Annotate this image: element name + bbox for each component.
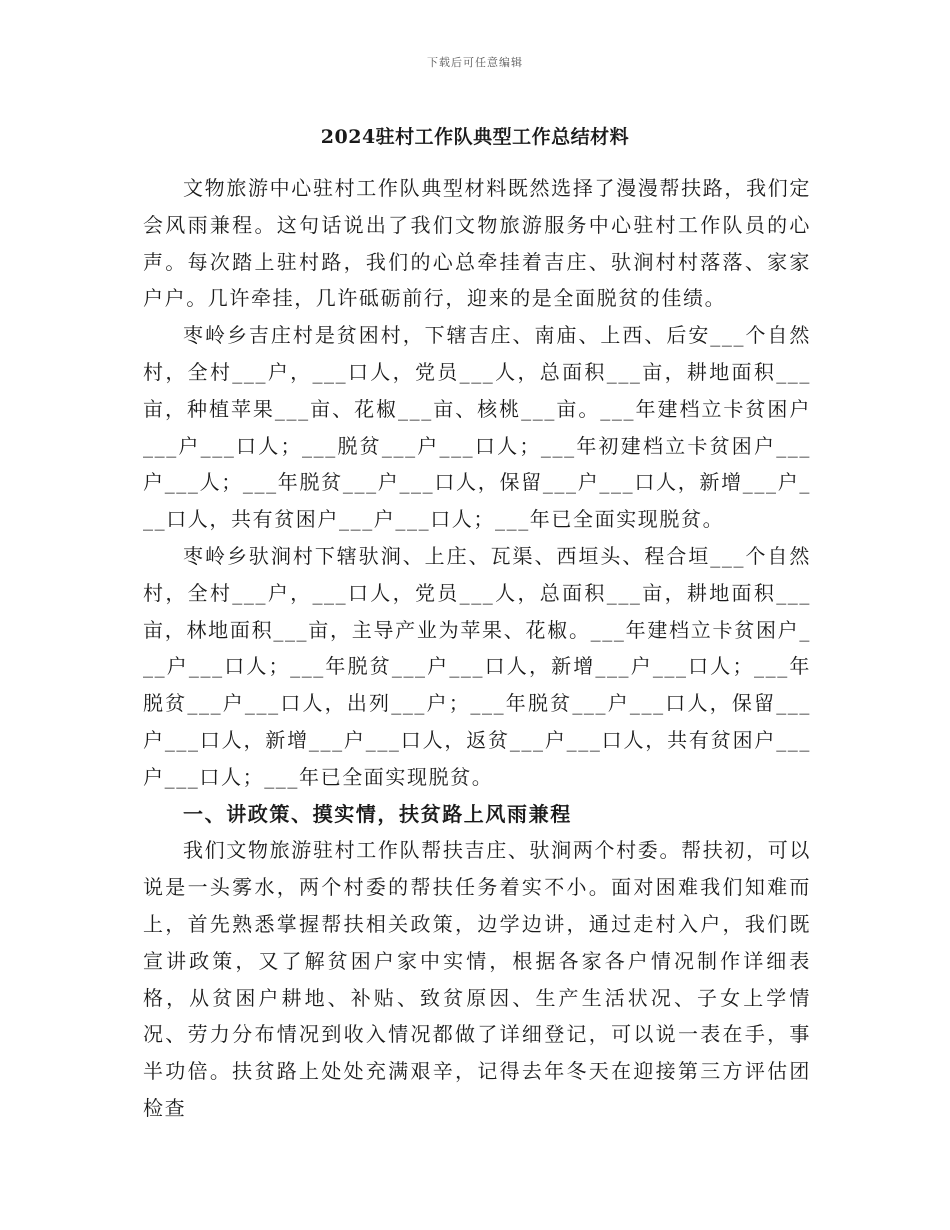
paragraph-jizhuang-village: 枣岭乡吉庄村是贫困村，下辖吉庄、南庙、上西、后安___个自然村，全村___户，___口人，党员___人，总面积___亩，耕地面积___亩，种植苹果___亩、花椒___亩、核桃___亩。___年建档立卡贫困户___户___口人；___脱贫___户___口人；___年初建档立卡贫困户___户___人；___年脱贫___户___口人，保留___户___口人，新增___户___口人，共有贫困户___户___口人；___年已全面实现脱贫。 [143,323,811,532]
paragraph-intro: 文物旅游中心驻村工作队典型材料既然选择了漫漫帮扶路，我们定会风雨兼程。这句话说出了我们文物旅游服务中心驻村工作队员的心声。每次踏上驻村路，我们的心总牵挂着吉庄、驮涧村村落落、家家户户。几许牵挂，几许砥砺前行，迎来的是全面脱贫的佳绩。 [143,176,811,311]
paragraph-section-one: 我们文物旅游驻村工作队帮扶吉庄、驮涧两个村委。帮扶初，可以说是一头雾水，两个村委的帮扶任务着实不小。面对困难我们知难而上，首先熟悉掌握帮扶相关政策，边学边讲，通过走村入户，我们既宣讲政策，又了解贫困户家中实情，根据各家各户情况制作详细表格，从贫困户耕地、补贴、致贫原因、生产生活状况、子女上学情况、劳力分布情况到收入情况都做了详细登记，可以说一表在手，事半功倍。扶贫路上处处充满艰辛，记得去年冬天在迎接第三方评估团检查 [143,838,811,1120]
header-note: 下载后可任意编辑 [427,56,523,69]
document-body [143,170,811,1127]
document-title: 2024驻村工作队典型工作总结材料 [320,126,630,148]
section-heading: 一、讲政策、摸实情，扶贫路上风雨兼程 [183,801,572,826]
paragraph-tuojian-village: 枣岭乡驮涧村下辖驮涧、上庄、瓦渠、西垣头、程合垣___个自然村，全村___户，___口人，党员___人，总面积___亩，耕地面积___亩，林地面积___亩，主导产业为苹果、花椒。___年建档立卡贫困户___户___口人；___年脱贫___户___口人，新增___户___口人；___年脱贫___户___口人，出列___户；___年脱贫___户___口人，保留___户___口人，新增___户___口人，返贫___户___口人，共有贫困户___户___口人；___年已全面实现脱贫。 [143,543,811,789]
